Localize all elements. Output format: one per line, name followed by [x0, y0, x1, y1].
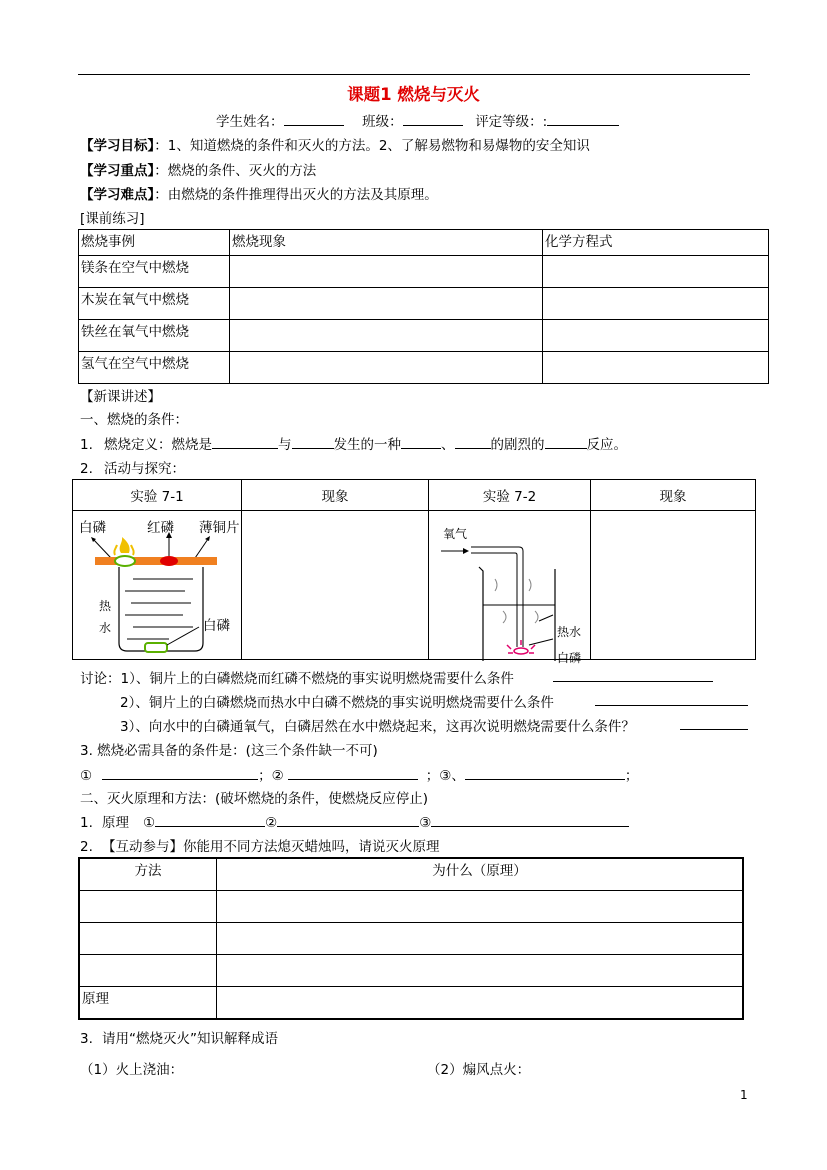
table-cell: 原理 — [79, 987, 217, 1020]
answer-cell[interactable] — [79, 891, 217, 923]
blank-field[interactable] — [401, 435, 441, 449]
table-row — [79, 352, 769, 384]
table-row — [79, 320, 769, 352]
difficulty-line — [80, 183, 438, 203]
label-leader — [93, 539, 111, 558]
beaker — [119, 567, 203, 651]
item-number: 2. — [80, 461, 93, 477]
principle-line — [80, 811, 629, 831]
table-header-cell: 实验 7-2 — [429, 480, 591, 511]
answer-blank[interactable] — [288, 766, 418, 780]
marker: ② — [265, 815, 278, 831]
principle-label: 原理 — [102, 815, 129, 831]
answer-cell[interactable] — [217, 987, 744, 1020]
fig-label: 氧气 — [443, 527, 468, 541]
item-number: 3. — [80, 1031, 93, 1047]
difficulty-label: 【学习难点】 — [80, 187, 155, 203]
table-row — [79, 923, 743, 955]
student-name-label: 学生姓名： — [216, 114, 284, 130]
focus-label: 【学习重点】 — [80, 163, 155, 179]
answer-blank[interactable] — [431, 813, 629, 827]
table-row — [73, 511, 756, 660]
table-header-row — [73, 480, 756, 511]
table-cell: 铁丝在氧气中燃烧 — [79, 320, 230, 352]
preclass-table — [78, 229, 769, 384]
objective-label: 【学习目标】 — [80, 138, 155, 154]
fig-label: 红磷 — [147, 520, 174, 536]
item-number: 1. — [80, 437, 93, 453]
answer-cell[interactable] — [543, 288, 769, 320]
answer-cell[interactable] — [230, 320, 543, 352]
water-lines — [125, 579, 193, 639]
student-name-field[interactable] — [284, 112, 344, 126]
answer-cell[interactable] — [591, 511, 756, 660]
blank-field[interactable] — [292, 435, 334, 449]
table-header-cell: 燃烧事例 — [79, 230, 230, 256]
blank-field[interactable] — [545, 435, 587, 449]
interact-line — [80, 835, 440, 855]
blank-field[interactable] — [455, 435, 491, 449]
experiment-table — [72, 479, 756, 665]
extinguish-table — [78, 857, 744, 1020]
page-number: 1 — [740, 1088, 748, 1102]
answer-cell[interactable] — [217, 923, 744, 955]
page-title: 课题1 燃烧与灭火 — [347, 85, 480, 104]
def-text-a: 燃烧定义：燃烧是 — [104, 437, 212, 453]
fig-label: 热 — [99, 599, 112, 613]
activity-line — [80, 457, 185, 477]
answer-cell[interactable] — [79, 923, 217, 955]
table-cell: 木炭在氧气中燃烧 — [79, 288, 230, 320]
arrow-head-icon — [205, 536, 210, 541]
difficulty-text: ：由燃烧的条件推理得出灭火的方法及其原理。 — [154, 187, 438, 203]
burning-phosphorus — [514, 648, 528, 654]
table-header-cell: 方法 — [79, 858, 217, 891]
answer-cell[interactable] — [242, 511, 429, 660]
label-leader — [167, 627, 199, 645]
white-phosphorus — [115, 556, 135, 566]
flame-icon — [114, 545, 117, 555]
marker: ；③、 — [425, 768, 465, 784]
definition-line — [80, 433, 627, 453]
objective-line — [80, 134, 590, 154]
table-header-row — [79, 858, 743, 891]
focus-line — [80, 159, 316, 179]
table-header-cell: 为什么（原理） — [217, 858, 744, 891]
answer-blank[interactable] — [155, 813, 265, 827]
def-text-f: 反应。 — [586, 437, 627, 453]
table-header-cell: 化学方程式 — [543, 230, 769, 256]
answer-cell[interactable] — [79, 955, 217, 987]
experiment1-figure-cell — [73, 511, 242, 660]
flame-icon — [120, 537, 130, 553]
conditions-line — [80, 764, 638, 784]
table-header-row — [79, 230, 769, 256]
def-text-b: 与 — [278, 437, 292, 453]
answer-cell[interactable] — [230, 288, 543, 320]
experiment2-figure-cell — [429, 511, 591, 665]
flame-icon — [131, 545, 134, 555]
label-leader — [539, 615, 553, 621]
table-cell: 氢气在空气中燃烧 — [79, 352, 230, 384]
fig-label: 薄铜片 — [199, 520, 240, 536]
table-header-cell: 实验 7-1 — [73, 480, 242, 511]
fig-label: 白磷 — [79, 520, 106, 536]
class-field[interactable] — [403, 112, 463, 126]
arrow-head-icon — [463, 548, 469, 554]
grade-label: 评定等级：: — [475, 114, 548, 130]
preclass-label: [课前练习] — [80, 211, 145, 227]
fig-label: 热水 — [557, 625, 582, 639]
idiom-2: （2）煽风点火： — [427, 1062, 531, 1078]
discussion-text: 讨论：1）、铜片上的白磷燃烧而红磷不燃烧的事实说明燃烧需要什么条件 — [80, 671, 514, 687]
objective-text: ：1、知道燃烧的条件和灭火的方法。2、了解易燃物和易爆物的安全知识 — [154, 138, 590, 154]
discussion-q3: 3）、向水中的白磷通氧气，白磷居然在水中燃烧起来，这再次说明燃烧需要什么条件？ — [120, 719, 635, 735]
marker: ③ — [419, 815, 432, 831]
marker: ；② — [258, 768, 284, 784]
answer-cell[interactable] — [543, 320, 769, 352]
conditions-title: 3. 燃烧必需具备的条件是：(这三个条件缺一不可) — [80, 743, 378, 759]
answer-blank[interactable] — [277, 813, 419, 827]
interact-text: 【互动参与】你能用不同方法熄灭蜡烛吗，请说灭火原理 — [102, 839, 440, 855]
table-header-cell: 燃烧现象 — [230, 230, 543, 256]
def-text-e: 的剧烈的 — [490, 437, 545, 453]
grade-field[interactable] — [547, 112, 619, 126]
answer-blank[interactable] — [680, 716, 748, 730]
def-text-d: 、 — [441, 437, 455, 453]
fig-label: 水 — [99, 621, 112, 635]
table-row — [79, 955, 743, 987]
answer-blank[interactable] — [553, 668, 713, 682]
beaker — [479, 567, 483, 661]
idioms-line — [80, 1027, 278, 1047]
table-row — [79, 288, 769, 320]
table-row — [79, 256, 769, 288]
marker: ① — [80, 768, 93, 784]
class-label: 班级： — [362, 114, 403, 130]
idioms-text: 请用“燃烧灭火”知识解释成语 — [102, 1031, 278, 1047]
answer-cell[interactable] — [543, 256, 769, 288]
marker: ； — [624, 768, 639, 784]
answer-cell[interactable] — [230, 352, 543, 384]
gas-tube — [471, 547, 523, 647]
item-number: 1. — [80, 815, 93, 831]
table-row — [79, 987, 743, 1020]
gas-tube — [471, 553, 517, 647]
answer-cell[interactable] — [230, 256, 543, 288]
answer-cell[interactable] — [217, 891, 744, 923]
label-leader — [529, 639, 553, 645]
newlesson-label: 【新课讲述】 — [80, 389, 161, 405]
discussion-q2: 2）、铜片上的白磷燃烧而热水中白磷不燃烧的事实说明燃烧需要什么条件 — [120, 695, 554, 711]
fig-label: 白磷 — [203, 618, 230, 634]
answer-cell[interactable] — [217, 955, 744, 987]
blank-field[interactable] — [212, 435, 278, 449]
copper-sheet — [95, 557, 217, 565]
item-number: 2. — [80, 839, 93, 855]
idiom-1: （1）火上浇油： — [80, 1062, 184, 1078]
answer-blank[interactable] — [595, 692, 748, 706]
section1-heading: 一、燃烧的条件： — [80, 412, 188, 428]
focus-text: ：燃烧的条件、灭火的方法 — [154, 163, 317, 179]
red-phosphorus — [160, 556, 178, 566]
submerged-white-phosphorus — [145, 643, 167, 652]
section2-heading: 二、灭火原理和方法：(破坏燃烧的条件，使燃烧反应停止) — [80, 791, 429, 807]
student-info-line — [216, 110, 619, 130]
table-header-cell: 现象 — [242, 480, 429, 511]
answer-blank[interactable] — [102, 766, 258, 780]
marker: ① — [143, 815, 156, 831]
table-cell: 镁条在空气中燃烧 — [79, 256, 230, 288]
def-text-c: 发生的一种 — [333, 437, 401, 453]
answer-cell[interactable] — [543, 352, 769, 384]
fig-label: 白磷 — [557, 651, 582, 665]
table-header-cell: 现象 — [591, 480, 756, 511]
activity-text: 活动与探究： — [104, 461, 185, 477]
top-rule — [78, 74, 750, 75]
discussion-q1 — [80, 667, 514, 687]
answer-blank[interactable] — [465, 766, 625, 780]
table-row — [79, 891, 743, 923]
